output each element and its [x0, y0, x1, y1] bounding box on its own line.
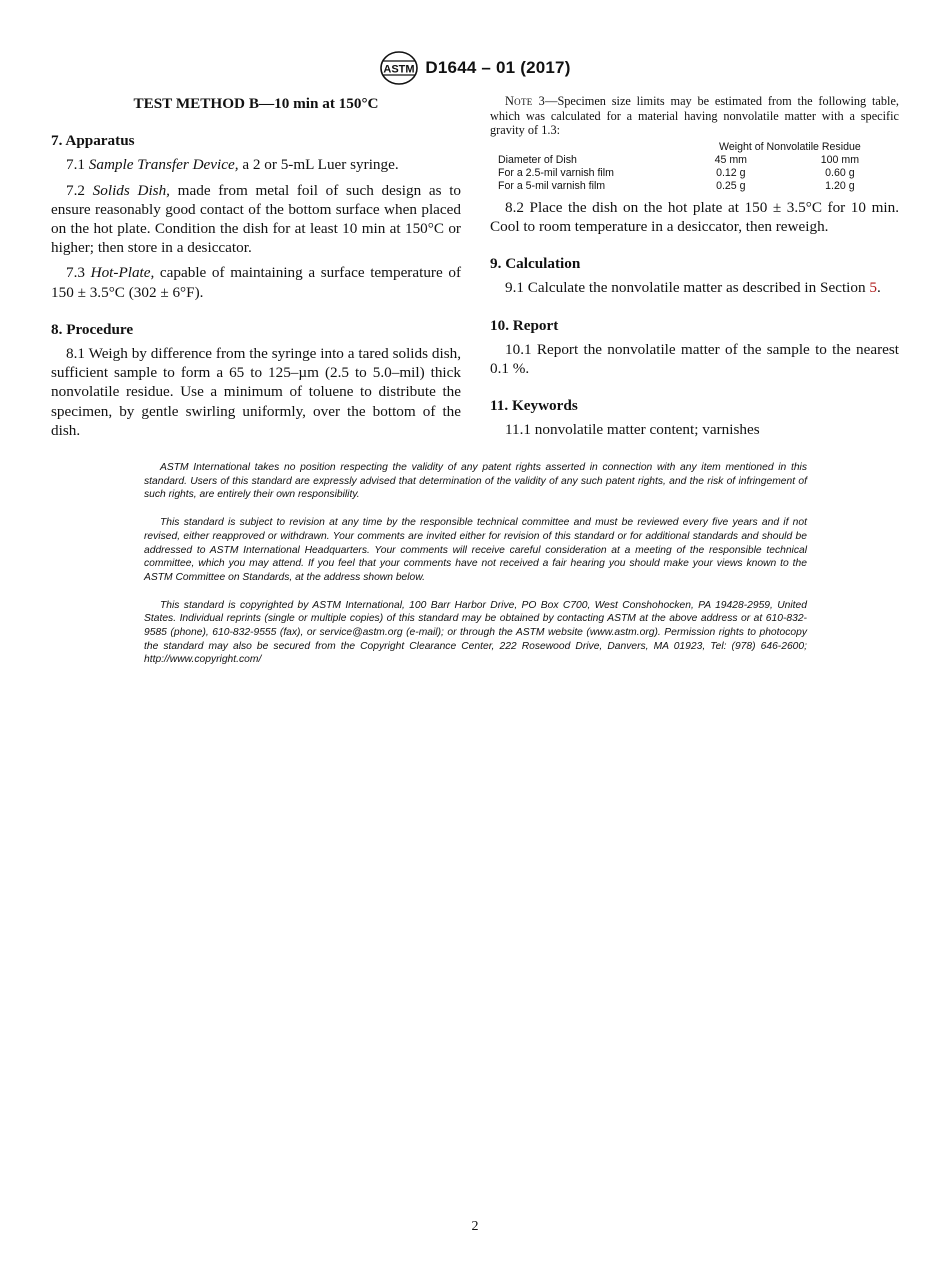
paragraph-9-1: 9.1 Calculate the nonvolatile matter as described in Section 5. [505, 279, 881, 297]
astm-logo-icon [379, 50, 419, 86]
patent-notice: ASTM International takes no position respecting the validity of any patent rights asserted in connection with any item mentioned in this standard. Users of this standard are expressly advised that determination of the validity of any such patent rights, and the risk of infringement of such rights, are entirely their own responsibility. [144, 462, 807, 501]
left-column [51, 94, 461, 446]
table-col-label: Diameter of Dish [498, 153, 577, 166]
section-5-link[interactable]: 5 [869, 279, 877, 297]
calculation-heading: 9. Calculation [490, 255, 581, 273]
paragraph-8-1: 8.1 Weigh by difference from the syringe into a tared solids dish, sufficient sample to form a 65 to 125–µm (2.5 to 5.0–mil) thick nonvolatile residue. Use a minimum of toluene to distribute the specimen, by gentle swirling uniformly, over the bottom of the dish. [51, 345, 461, 439]
paragraph-7-1: 7.1 Sample Transfer Device, a 2 or 5-mL Luer syringe. [66, 156, 399, 174]
document-header [0, 50, 950, 86]
paragraph-11-1: 11.1 nonvolatile matter content; varnishes [505, 421, 760, 439]
table-row: For a 5-mil varnish film 0.25 g 1.20 g [498, 179, 855, 192]
report-heading: 10. Report [490, 316, 559, 334]
legal-footer [144, 461, 807, 681]
paragraph-7-3: 7.3 Hot-Plate, capable of maintaining a surface temperature of 150 ± 3.5°C (302 ± 6°F). [51, 264, 461, 301]
copyright-notice: This standard is copyrighted by ASTM International, 100 Barr Harbor Drive, PO Box C700, West Conshohocken, PA 19428-2959, United States. Individual reprints (single or multiple copies) of this standard may be obtained by contacting ASTM at the above address or at 610-832-9585 (phone), 610-832-9555 (fax), or service@astm.org (e-mail); or through the ASTM website (www.astm.org). Permission rights to photocopy the standard may also be secured from the Copyright Clearance Center, 222 Rosewood Drive, Danvers, MA 01923, Tel: (978) 646-2600; http://www.copyright.com/ [144, 599, 807, 666]
table-group-header: Weight of Nonvolatile Residue [719, 140, 861, 153]
method-title: TEST METHOD B—10 min at 150°C [133, 95, 379, 112]
note-3: Note 3—Specimen size limits may be estimated from the following table, which was calculated for a material having nonvolatile matter with a specific gravity of 1.3: [490, 94, 899, 138]
right-column [490, 94, 899, 446]
logo-text: ASTM [383, 63, 415, 76]
apparatus-heading: 7. Apparatus [51, 132, 135, 150]
page-number: 2 [471, 1219, 479, 1234]
procedure-heading: 8. Procedure [51, 320, 134, 338]
paragraph-7-2: 7.2 Solids Dish, made from metal foil of such design as to ensure reasonably good contact of the bottom surface when placed on the hot plate. Condition the dish for at least 10 min at 150°C or higher; then store in a desiccator. [51, 181, 462, 257]
specimen-size-table [490, 141, 899, 193]
standard-designation: D1644 – 01 (2017) [425, 58, 571, 77]
table-col-100: 100 mm [820, 153, 860, 166]
paragraph-8-2: 8.2 Place the dish on the hot plate at 150 ± 3.5°C for 10 min. Cool to room temperature in a desiccator, then reweigh. [490, 198, 899, 235]
keywords-heading: 11. Keywords [490, 397, 578, 415]
revision-notice: This standard is subject to revision at any time by the responsible technical committee and must be reviewed every five years and if not revised, either reapproved or withdrawn. Your comments are invited either for revision of this standard or for additional standards and should be addressed to ASTM International Headquarters. Your comments will receive careful consideration at a meeting of the responsible technical committee, which you may attend. If you feel that your comments have not received a fair hearing you should make your views known to the ASTM Committee on Standards, at the address shown below. [144, 517, 807, 583]
paragraph-10-1: 10.1 Report the nonvolatile matter of the sample to the nearest 0.1 %. [490, 340, 899, 377]
table-col-45: 45 mm [714, 153, 747, 166]
table-row: For a 2.5-mil varnish film 0.12 g 0.60 g [498, 166, 855, 179]
